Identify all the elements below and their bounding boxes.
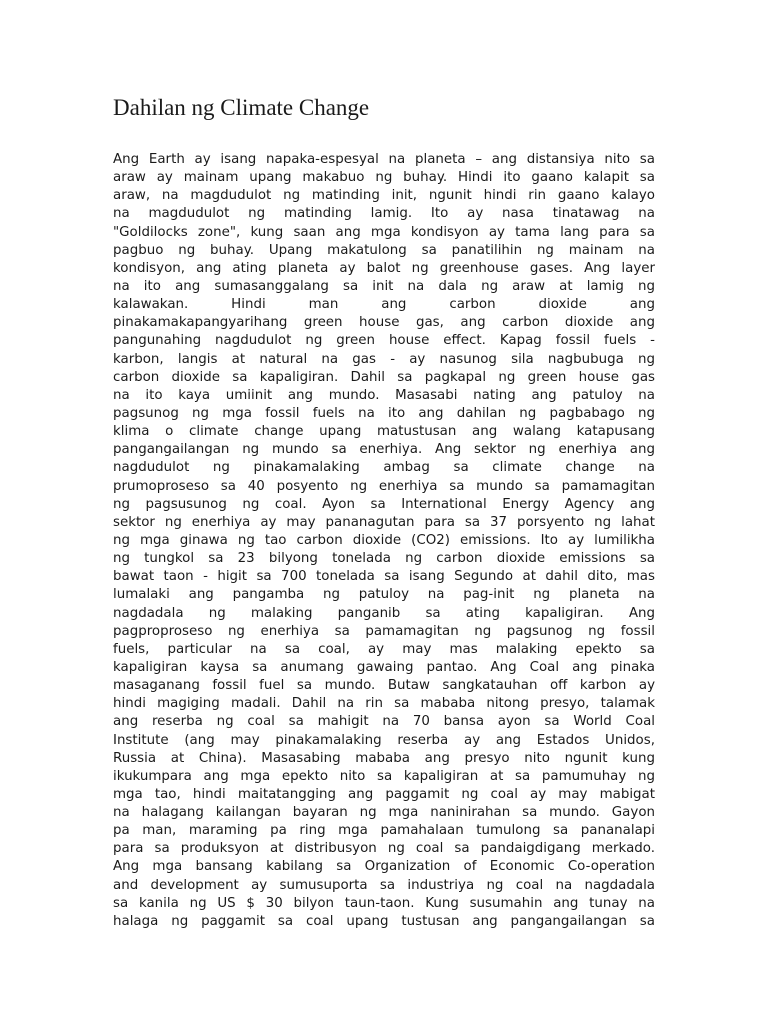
paragraph-line: pangangailangan ng mundo sa enerhiya. Ang sektor ng enerhiya ang [113, 442, 655, 458]
paragraph-line: halaga ng paggamit sa coal upang tustusan ang pangangailangan sa [113, 913, 655, 929]
paragraph-line: pagsunog ng mga fossil fuels na ito ang dahilan ng pagbabago ng [113, 405, 655, 421]
paragraph-line: araw, na magdudulot ng matinding init, ngunit hindi rin gaano kalayo [113, 188, 655, 204]
paragraph-line: ng tungkol sa 23 bilyong tonelada ng carbon dioxide emissions sa [113, 551, 655, 567]
paragraph-line: Institute (ang may pinakamalaking reserba ay ang Estados Unidos, [113, 732, 655, 748]
paragraph-line: na ito kaya umiinit ang mundo. Masasabi nating ang patuloy na [113, 387, 655, 403]
paragraph-line: carbon dioxide sa kapaligiran. Dahil sa pagkapal ng green house gas [113, 369, 655, 385]
paragraph-line: na ito ang sumasanggalang sa init na dala ng araw at lamig ng [113, 278, 655, 294]
paragraph-line: pagbuo ng buhay. Upang makatulong sa panatilihin ng mainam na [113, 242, 655, 258]
paragraph-line: nagdadala ng malaking panganib sa ating kapaligiran. Ang [113, 605, 655, 621]
paragraph-line: na magdudulot ng matinding lamig. Ito ay nasa tinatawag na [113, 206, 655, 222]
paragraph-line: lumalaki ang pangamba ng patuloy na pag-init ng planeta na [113, 587, 655, 603]
paragraph-line: kondisyon, ang ating planeta ay balot ng greenhouse gases. Ang layer [113, 260, 655, 276]
paragraph-line: ng pagsusunog ng coal. Ayon sa International Energy Agency ang [113, 496, 655, 512]
paragraph-line: ng mga ginawa ng tao carbon dioxide (CO2) emissions. Ito ay lumilikha [113, 532, 655, 548]
paragraph-line: klima o climate change upang matustusan ang walang katapusang [113, 424, 655, 440]
paragraph-line: araw ay mainam upang makabuo ng buhay. Hindi ito gaano kalapit sa [113, 170, 655, 186]
paragraph-line: prumoproseso sa 40 posyento ng enerhiya sa mundo sa pamamagitan [113, 478, 655, 494]
paragraph-line: kalawakan. Hindi man ang carbon dioxide ang [113, 297, 655, 313]
paragraph-line: sa kanila ng US $ 30 bilyon taun-taon. Kung susumahin ang tunay na [113, 895, 655, 911]
paragraph-line: masaganang fossil fuel sa mundo. Butaw sangkatauhan off karbon ay [113, 678, 655, 694]
paragraph-line: pa man, maraming pa ring mga pamahalaan tumulong sa pananalapi [113, 823, 655, 839]
paragraph-line: fuels, particular na sa coal, ay may mas malaking epekto sa [113, 641, 655, 657]
paragraph-line: mga tao, hindi maitatangging ang paggamit ng coal ay may mabigat [113, 786, 655, 802]
paragraph-line: pangunahing nagdudulot ng green house effect. Kapag fossil fuels - [113, 333, 655, 349]
paragraph-line: "Goldilocks zone", kung saan ang mga kondisyon ay tama lang para sa [113, 224, 655, 240]
paragraph-line: sektor ng enerhiya ay may pananagutan para sa 37 porsyento ng lahat [113, 514, 655, 530]
document-title: Dahilan ng Climate Change [113, 95, 370, 120]
paragraph-line: karbon, langis at natural na gas - ay nasunog sila nagbubuga ng [113, 351, 655, 367]
body-paragraph [113, 151, 655, 931]
paragraph-line: kapaligiran kaysa sa anumang gawaing pantao. Ang Coal ang pinaka [113, 659, 655, 675]
paragraph-line: ikukumpara ang mga epekto nito sa kapaligiran at sa pamumuhay ng [113, 768, 655, 784]
paragraph-line: Ang mga bansang kabilang sa Organization of Economic Co-operation [113, 859, 655, 875]
paragraph-line: pagproproseso ng enerhiya sa pamamagitan ng pagsunog ng fossil [113, 623, 655, 639]
paragraph-line: ang reserba ng coal sa mahigit na 70 bansa ayon sa World Coal [113, 714, 655, 730]
paragraph-line: para sa produksyon at distribusyon ng coal sa pandaigdigang merkado. [113, 841, 655, 857]
paragraph-line: Ang Earth ay isang napaka-espesyal na planeta – ang distansiya nito sa [113, 152, 655, 167]
paragraph-line: and development ay sumusuporta sa industriya ng coal na nagdadala [113, 877, 655, 893]
paragraph-line: na halagang kailangan bayaran ng mga naninirahan sa mundo. Gayon [113, 805, 655, 821]
paragraph-line: bawat taon - higit sa 700 tonelada sa isang Segundo at dahil dito, mas [113, 569, 655, 585]
paragraph-line: pinakamakapangyarihang green house gas, ang carbon dioxide ang [113, 315, 655, 331]
paragraph-line: Russia at China). Masasabing mababa ang presyo nito ngunit kung [113, 750, 655, 766]
paragraph-line: hindi magiging madali. Dahil na rin sa mababa nitong presyo, talamak [113, 696, 655, 712]
paragraph-line: nagdudulot ng pinakamalaking ambag sa climate change na [113, 460, 655, 476]
